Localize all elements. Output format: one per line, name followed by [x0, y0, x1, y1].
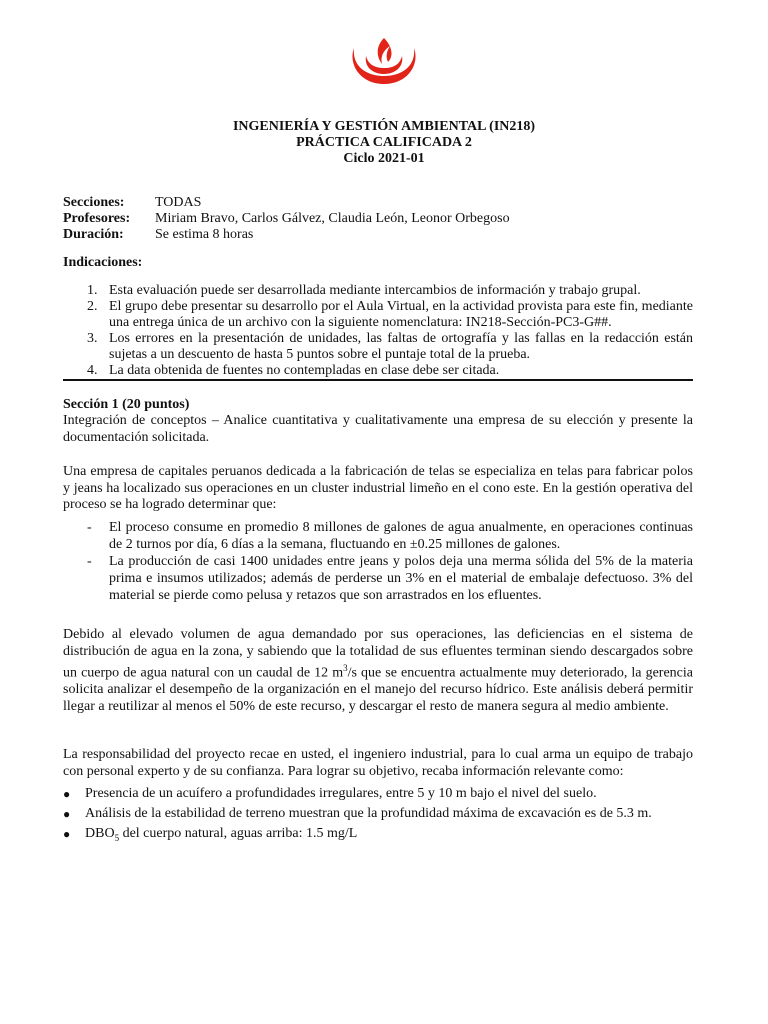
item-text: El proceso consume en promedio 8 millones de galones de agua anualmente, en operaciones continuas de 2 turnos por día, 6 días a la semana, fluctuando en ±0.25 millones de galones.: [109, 520, 693, 552]
upc-flame-logo-icon: [346, 34, 422, 86]
list-item: [63, 283, 693, 299]
section-divider: [63, 379, 693, 381]
item-text: Los errores en la presentación de unidades, las faltas de ortografía y las fallas en la redacción están sujetas a un descuento de hasta 5 puntos sobre el puntaje total de la prueba.: [109, 331, 693, 362]
item-text: Esta evaluación puede ser desarrollada mediante intercambios de información y trabajo grupal.: [109, 283, 641, 298]
text-segment: del cuerpo natural, aguas arriba: 1.5 mg/L: [119, 826, 358, 841]
text-segment: DBO: [85, 826, 115, 841]
list-item: [63, 784, 693, 804]
section1-heading: Sección 1 (20 puntos): [63, 397, 190, 412]
exam-title: PRÁCTICA CALIFICADA 2: [296, 135, 472, 150]
item-number: 1.: [87, 283, 98, 298]
section1-intro: Integración de conceptos – Analice cuantitativa y cualitativamente una empresa de su elección y presente la documentación solicitada.: [63, 413, 693, 445]
meta-sections: [63, 195, 201, 211]
meta-duration: [63, 227, 253, 243]
dash-marker: -: [87, 554, 92, 569]
list-item: [63, 519, 693, 553]
sections-value: TODAS: [155, 195, 202, 210]
professors-label: Profesores:: [63, 211, 131, 226]
paragraph-water-demand: [63, 627, 693, 716]
item-number: 2.: [87, 299, 98, 314]
list-item: [63, 299, 693, 331]
item-text: La producción de casi 1400 unidades entre jeans y polos deja una merma sólida del 5% de la materia prima e insumos utilizados; además de perderse un 3% en el material de embalaje defectuoso. 3% del material se pierde como pelusa y retazos que son arrastrados en los efluentes.: [109, 554, 693, 603]
item-text: Análisis de la estabilidad de terreno muestran que la profundidad máxima de excavación es de 5.3 m.: [85, 806, 652, 821]
item-text: El grupo debe presentar su desarrollo por el Aula Virtual, en la actividad provista para este fin, mediante una entrega única de un archivo con la siguiente nomenclatura: IN218-Sección-PC3-G##.: [109, 299, 693, 330]
list-item: [63, 331, 693, 363]
bullet-marker: ●: [63, 787, 71, 801]
process-facts-list: [63, 519, 693, 604]
bullet-marker: ●: [63, 807, 71, 821]
meta-professors: [63, 211, 510, 227]
dash-marker: -: [87, 520, 92, 535]
duration-label: Duración:: [63, 227, 124, 242]
bullet-marker: ●: [63, 827, 71, 841]
duration-value: Se estima 8 horas: [155, 227, 254, 242]
paragraph-responsibility: La responsabilidad del proyecto recae en usted, el ingeniero industrial, para lo cual arma un equipo de trabajo con personal experto y de su confianza. Para lograr su objetivo, recaba información relevante como:: [63, 747, 693, 779]
list-item: [63, 804, 693, 824]
indicaciones-list: [63, 283, 693, 379]
list-item: [63, 363, 693, 379]
text-segment: /s que se encuentra actualmente muy deteriorado, la gerencia solicita analizar el desempeño de la organización en el manejo del recurso hídrico. Este análisis deberá permitir llegar a reutilizar al menos el 50% de este recurso, y descargar el resto de manera segura al medio ambiente.: [63, 665, 693, 715]
item-number: 3.: [87, 331, 98, 346]
text-segment: Debido al elevado volumen de agua demandado por sus operaciones, las deficiencias en el sistema de distribución de agua en la zona, y sabiendo que la totalidad de sus efluentes terminan siendo descargados sobre un cuerpo de agua natural con un caudal de 12 m: [63, 627, 693, 681]
sections-label: Secciones:: [63, 195, 125, 210]
list-item: [63, 553, 693, 604]
paragraph-company: Una empresa de capitales peruanos dedicada a la fabricación de telas se especializa en telas para fabricar polos y jeans ha localizado sus operaciones en un cluster industrial limeño en el cono este. En la gestión operativa del proceso se ha logrado determinar que:: [63, 464, 693, 513]
item-text: La data obtenida de fuentes no contempladas en clase debe ser citada.: [109, 363, 500, 378]
professors-value: Miriam Bravo, Carlos Gálvez, Claudia León, Leonor Orbegoso: [155, 211, 510, 226]
item-text: Presencia de un acuífero a profundidades irregulares, entre 5 y 10 m bajo el nivel del suelo.: [85, 786, 597, 801]
item-number: 4.: [87, 363, 98, 378]
course-title: INGENIERÍA Y GESTIÓN AMBIENTAL (IN218): [232, 119, 536, 134]
cycle-title: Ciclo 2021-01: [343, 151, 425, 166]
indicaciones-heading: Indicaciones:: [63, 255, 143, 270]
relevant-info-list: [63, 784, 693, 848]
subscript: 5: [114, 832, 120, 843]
list-item: [63, 824, 693, 848]
superscript: 3: [343, 663, 348, 674]
